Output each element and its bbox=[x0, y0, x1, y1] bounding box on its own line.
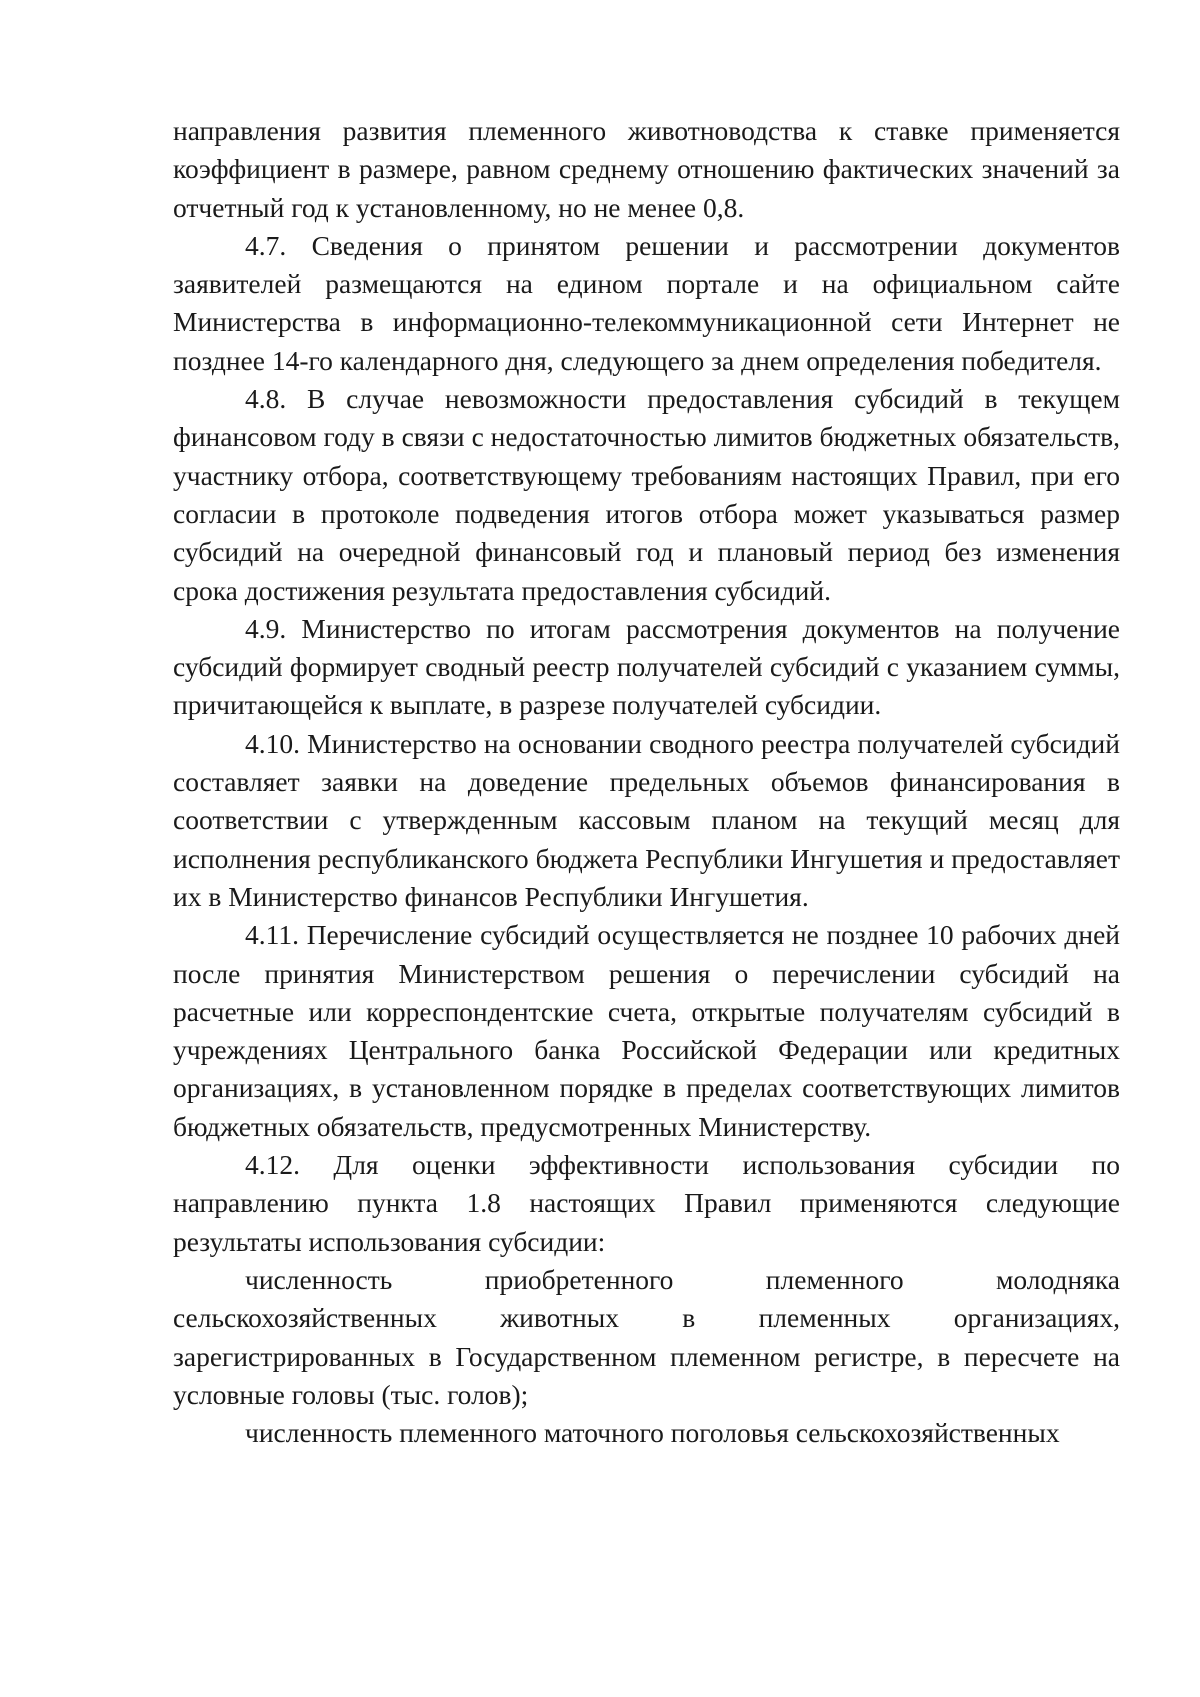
paragraph-4-11: 4.11. Перечисление субсидий осуществляется не позднее 10 рабочих дней после принятия Министерством решения о перечислении субсидий на расчетные или корреспондентские счета, открытые получателям субсидий в учреждениях Центрального банка Российской Федерации или кредитных организациях, в установленном порядке в пределах соответствующих лимитов бюджетных обязательств, предусмотренных Министерству. bbox=[173, 919, 1120, 1142]
result-item-young-stock: численность приобретенного племенного молодняка сельскохозяйственных животных в племенных организациях, зарегистрированных в Государственном племенном регистре, в пересчете на условные головы (тыс. голов); bbox=[173, 1263, 1120, 1410]
paragraph-4-8: 4.8. В случае невозможности предоставления субсидий в текущем финансовом году в связи с недостаточностью лимитов бюджетных обязательств, участнику отбора, соответствующему требованиям настоящих Правил, при его согласии в протоколе подведения итогов отбора может указываться размер субсидий на очередной финансовый год и плановый период без изменения срока достижения результата предоставления субсидий. bbox=[173, 383, 1120, 606]
paragraph-continuation: направления развития племенного животноводства к ставке применяется коэффициент в размере, равном среднему отношению фактических значений за отчетный год к установленному, но не менее 0,8. bbox=[173, 115, 1120, 223]
paragraph-4-10: 4.10. Министерство на основании сводного реестра получателей субсидий составляет заявки на доведение предельных объемов финансирования в соответствии с утвержденным кассовым планом на текущий месяц для исполнения республиканского бюджета Республики Ингушетия и предоставляет их в Министерство финансов Республики Ингушетия. bbox=[173, 727, 1120, 912]
paragraph-4-9: 4.9. Министерство по итогам рассмотрения документов на получение субсидий формирует сводный реестр получателей субсидий с указанием суммы, причитающейся к выплате, в разрезе получателей субсидии. bbox=[173, 612, 1120, 721]
paragraph-4-12: 4.12. Для оценки эффективности использования субсидии по направлению пункта 1.8 настоящих Правил применяются следующие результаты использования субсидии: bbox=[173, 1149, 1120, 1257]
document-body bbox=[173, 112, 1120, 1452]
paragraph-4-7: 4.7. Сведения о принятом решении и рассмотрении документов заявителей размещаются на едином портале и на официальном сайте Министерства в информационно-телекоммуникационной сети Интернет не позднее 14-го календарного дня, следующего за днем определения победителя. bbox=[173, 229, 1120, 376]
result-item-breeding-stock: численность племенного маточного поголовья сельскохозяйственных bbox=[245, 1417, 1060, 1449]
